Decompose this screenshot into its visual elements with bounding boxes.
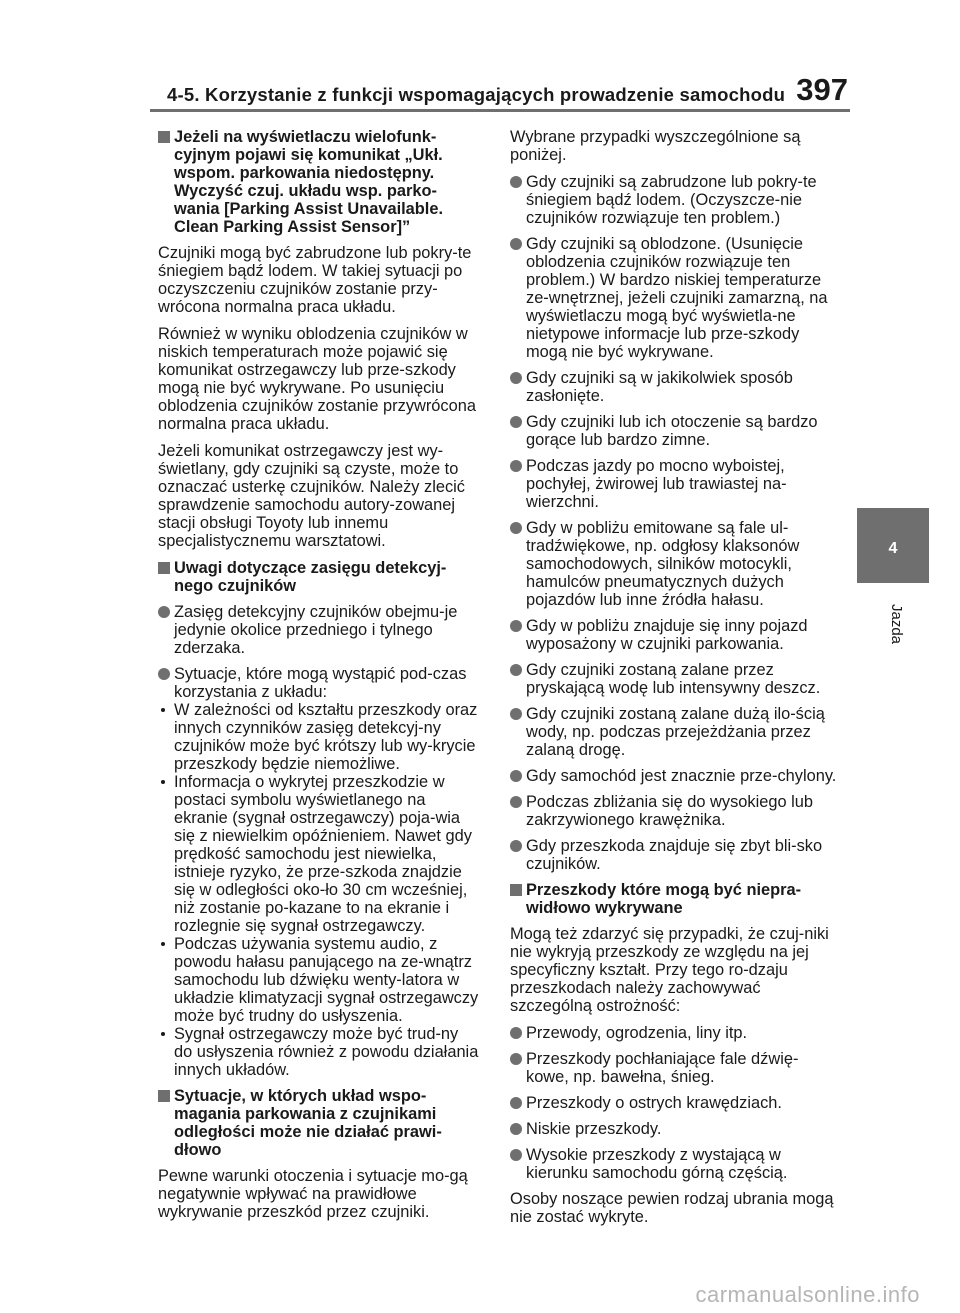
right-column [510,128,840,1235]
sub-item-text: Podczas używania systemu audio, z powodu hałasu panującego na ze-wnątrz samochodu lub dźwięku wenty-latora w układzie klimatyzacji sygnał ostrzegawczy może być trudny do usłyszenia. [174,935,479,1025]
bullet-item [510,1094,840,1112]
bullet-item [510,617,840,653]
bullet-text: Przeszkody o ostrych krawędziach. [526,1094,782,1112]
bullet-text: Sytuacje, które mogą wystąpić pod-czas korzystania z układu: [174,665,467,701]
sub-item [158,773,480,935]
bullet-text: Gdy czujniki są oblodzone. (Usunięcie oblodzenia czujników rozwiązuje ten problem.) W bardzo niskiej temperaturze ze-wnętrznej, jeżeli czujniki zamarzną, na wyświetlaczu mogą być wyświetla-ne nietypowe informacje lub prze-szkody mogą nie być wykrywane. [526,235,828,361]
section-heading [510,881,840,917]
circle-bullet-icon [510,664,522,676]
chapter-tab[interactable] [857,508,929,583]
section-heading [158,1087,480,1159]
paragraph: Mogą też zdarzyć się przypadki, że czuj-niki nie wykryją przeszkody ze względu na jej specyficzny kształt. Przy tego ro-dzaju przeszkodach należy zachowywać szczególną ostrożność: [510,925,829,1015]
bullet-item [510,767,840,785]
sub-item-text: Sygnał ostrzegawczy może być trud-ny do usłyszenia również z powodu działania innych układów. [174,1025,479,1079]
bullet-text: Przewody, ogrodzenia, liny itp. [526,1024,748,1042]
chapter-number: 4 [888,540,898,557]
page-number: 397 [796,72,848,107]
circle-bullet-icon [510,770,522,782]
bullet-item [510,793,840,829]
circle-bullet-icon [510,796,522,808]
small-dot-icon [161,942,165,946]
bullet-item [158,603,480,657]
bullet-text: Gdy w pobliżu znajduje się inny pojazd wyposażony w czujniki parkowania. [526,617,808,653]
bullet-text: Niskie przeszkody. [526,1120,662,1138]
watermark: carmanualsonline.info [695,1282,920,1307]
square-bullet-icon [158,562,170,574]
heading-text: Jeżeli na wyświetlaczu wielofunk-cyjnym pojawi się komunikat „Ukł. wspom. parkowania niedostępny. Wyczyść czuj. układu wsp. parko-wania [Parking Assist Unavailable. Clean Parking Assist Sensor]” [174,128,444,236]
left-column [158,128,480,1230]
bullet-item [510,837,840,873]
paragraph: Czujniki mogą być zabrudzone lub pokry-te śniegiem bądź lodem. W takiej sytuacji po oczyszczeniu czujników zostanie przy-wrócona normalna praca układu. [158,244,472,316]
bullet-item [158,665,480,701]
square-bullet-icon [158,1090,170,1102]
bullet-text: Gdy czujniki są zabrudzone lub pokry-te śniegiem bądź lodem. (Oczyszcze-nie czujników rozwiązuje ten problem.) [526,173,817,227]
bullet-text: Przeszkody pochłaniające fale dźwię-kowe, np. bawełna, śnieg. [526,1050,799,1086]
circle-bullet-icon [510,708,522,720]
heading-text: Przeszkody które mogą być niepra-widłowo wykrywane [526,881,802,917]
paragraph: Jeżeli komunikat ostrzegawczy jest wy-świetlany, gdy czujniki są czyste, może to oznaczać usterkę czujników. Należy zlecić sprawdzenie samochodu autory-zowanej stacji obsługi Toyoty lub innemu specjalistycznemu warsztatowi. [158,442,465,550]
circle-bullet-icon [510,522,522,534]
circle-bullet-icon [510,416,522,428]
circle-bullet-icon [510,620,522,632]
bullet-text: Wysokie przeszkody z wystającą w kierunku samochodu górną częścią. [526,1146,788,1182]
bullet-text: Gdy czujniki lub ich otoczenie są bardzo gorące lub bardzo zimne. [526,413,818,449]
bullet-item [510,369,840,405]
sub-item-text: W zależności od kształtu przeszkody oraz innych czynników zasięg detekcyj-ny czujników może być krótszy lub wy-krycie przeszkody będzie niemożliwe. [174,701,478,773]
bullet-text: Gdy czujniki zostaną zalane przez pryskającą wodę lub intensywny deszcz. [526,661,821,697]
bullet-item [510,1024,840,1042]
header-divider [150,109,850,112]
circle-bullet-icon [510,372,522,384]
bullet-item [510,519,840,609]
sub-item [158,935,480,1025]
paragraph: Osoby noszące pewien rodzaj ubrania mogą nie zostać wykryte. [510,1190,834,1226]
circle-bullet-icon [510,1053,522,1065]
small-dot-icon [161,780,165,784]
section-heading [158,559,480,595]
circle-bullet-icon [510,176,522,188]
circle-bullet-icon [510,1027,522,1039]
circle-bullet-icon [158,606,170,618]
circle-bullet-icon [510,460,522,472]
bullet-item [510,1146,840,1182]
circle-bullet-icon [510,840,522,852]
circle-bullet-icon [510,1123,522,1135]
paragraph: Pewne warunki otoczenia i sytuacje mo-gą negatywnie wpływać na prawidłowe wykrywanie przeszkód przez czujniki. [158,1167,468,1221]
bullet-item [510,173,840,227]
square-bullet-icon [158,131,170,143]
bullet-text: Podczas jazdy po mocno wyboistej, pochyłej, żwirowej lub trawiastej na-wierzchni. [526,457,787,511]
bullet-item [510,1050,840,1086]
chapter-label: Jazda [888,603,905,645]
small-dot-icon [161,708,165,712]
bullet-item [510,457,840,511]
paragraph: Wybrane przypadki wyszczególnione są poniżej. [510,128,801,164]
heading-text: Uwagi dotyczące zasięgu detekcyj-nego czujników [174,559,447,595]
bullet-text: Gdy przeszkoda znajduje się zbyt bli-sko czujników. [526,837,823,873]
bullet-text: Gdy samochód jest znacznie prze-chylony. [526,767,837,785]
circle-bullet-icon [510,1097,522,1109]
bullet-text: Zasięg detekcyjny czujników obejmu-je jedynie okolice przedniego i tylnego zderzaka. [174,603,458,657]
bullet-item [510,1120,840,1138]
section-heading [158,128,480,236]
bullet-text: Gdy czujniki są w jakikolwiek sposób zasłonięte. [526,369,793,405]
heading-text: Sytuacje, w których układ wspo-magania parkowania z czujnikami odległości może nie działać prawi-dłowo [174,1087,442,1159]
bullet-item [510,705,840,759]
sub-item [158,701,480,773]
bullet-text: Podczas zbliżania się do wysokiego lub zakrzywionego krawężnika. [526,793,813,829]
section-title: 4-5. Korzystanie z funkcji wspomagających prowadzenie samochodu [167,84,786,105]
circle-bullet-icon [158,668,170,680]
paragraph: Również w wyniku oblodzenia czujników w niskich temperaturach może pojawić się komunikat ostrzegawczy lub prze-szkody mogą nie być wykrywane. Po usunięciu oblodzenia czujników zostanie przywrócona normalna praca układu. [158,325,476,433]
bullet-text: Gdy czujniki zostaną zalane dużą ilo-ścią wody, np. podczas przejeżdżania przez zalaną drogę. [526,705,825,759]
small-dot-icon [161,1032,165,1036]
sub-item [158,1025,480,1079]
circle-bullet-icon [510,238,522,250]
page-header [150,70,850,110]
circle-bullet-icon [510,1149,522,1161]
bullet-item [510,413,840,449]
sub-list [158,701,480,1079]
sub-item-text: Informacja o wykrytej przeszkodzie w postaci symbolu wyświetlanego na ekranie (sygnał ostrzegawczy) poja-wia się z niewielkim opóźnieniem. Nawet gdy prędkość samochodu jest niewielka, istnieje ryzyko, że prze-szkoda znajdzie się w odległości oko-ło 30 cm wcześniej, niż zostanie po-kazane to na ekranie i rozlegnie się sygnał ostrzegawczy. [174,773,472,935]
square-bullet-icon [510,884,522,896]
bullet-item [510,235,840,361]
bullet-item [510,661,840,697]
bullet-text: Gdy w pobliżu emitowane są fale ul-tradźwiękowe, np. odgłosy klaksonów samochodowych, silników motocykli, hamulców pneumatycznych dużych pojazdów lub inne źródła hałasu. [526,519,800,609]
